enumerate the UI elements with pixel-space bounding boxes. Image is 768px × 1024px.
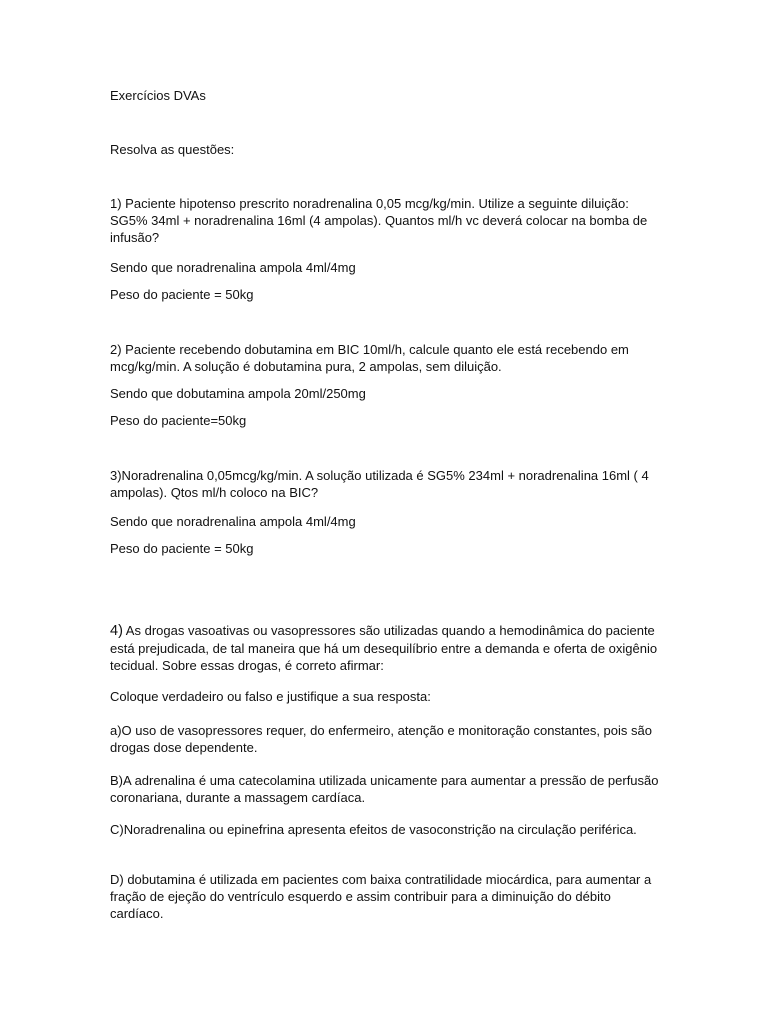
question-4-item-b: B)A adrenalina é uma catecolamina utilizada unicamente para aumentar a pressão de perfusão coronariana, durante a massagem cardíaca. [110,773,659,805]
question-2-note-ampoule: Sendo que dobutamina ampola 20ml/250mg [110,386,366,401]
question-1-note-weight: Peso do paciente = 50kg [110,287,254,302]
question-3-note-ampoule: Sendo que noradrenalina ampola 4ml/4mg [110,514,356,529]
question-2: 2) Paciente recebendo dobutamina em BIC 10ml/h, calcule quanto ele está recebendo em mcg/kg/min. A solução é dobutamina pura, 2 ampolas, sem diluição. [110,342,629,374]
question-4-item-c: C)Noradrenalina ou epinefrina apresenta efeitos de vasoconstrição na circulação periférica. [110,822,637,837]
question-1-note-ampoule: Sendo que noradrenalina ampola 4ml/4mg [110,260,356,275]
question-4-item-d: D) dobutamina é utilizada em pacientes com baixa contratilidade miocárdica, para aumentar a fração de ejeção do ventrículo esquerdo e assim contribuir para a diminuição do débito cardíaco. [110,872,652,921]
question-4 [110,622,660,674]
question-4-instruction: Coloque verdadeiro ou falso e justifique a sua resposta: [110,689,431,704]
question-1: 1) Paciente hipotenso prescrito noradrenalina 0,05 mcg/kg/min. Utilize a seguinte diluição: SG5% 34ml + noradrenalina 16ml (4 ampolas). Quantos ml/h vc deverá colocar na bomba de infusão? [110,196,648,245]
question-4-number: 4) [110,623,123,639]
question-2-note-weight: Peso do paciente=50kg [110,413,247,428]
question-4-item-a: a)O uso de vasopressores requer, do enfermeiro, atenção e monitoração constantes, pois são drogas dose dependente. [110,723,652,755]
instructions: Resolva as questões: [110,142,235,157]
question-3: 3)Noradrenalina 0,05mcg/kg/min. A solução utilizada é SG5% 234ml + noradrenalina 16ml ( 4 ampolas). Qtos ml/h coloco na BIC? [110,468,649,500]
document-title: Exercícios DVAs [110,88,206,103]
question-3-note-weight: Peso do paciente = 50kg [110,541,254,556]
question-4-text: As drogas vasoativas ou vasopressores são utilizadas quando a hemodinâmica do paciente está prejudicada, de tal maneira que há um desequilíbrio entre a demanda e oferta de oxigênio tecidual. Sobre essas drogas, é correto afirmar: [110,623,658,673]
